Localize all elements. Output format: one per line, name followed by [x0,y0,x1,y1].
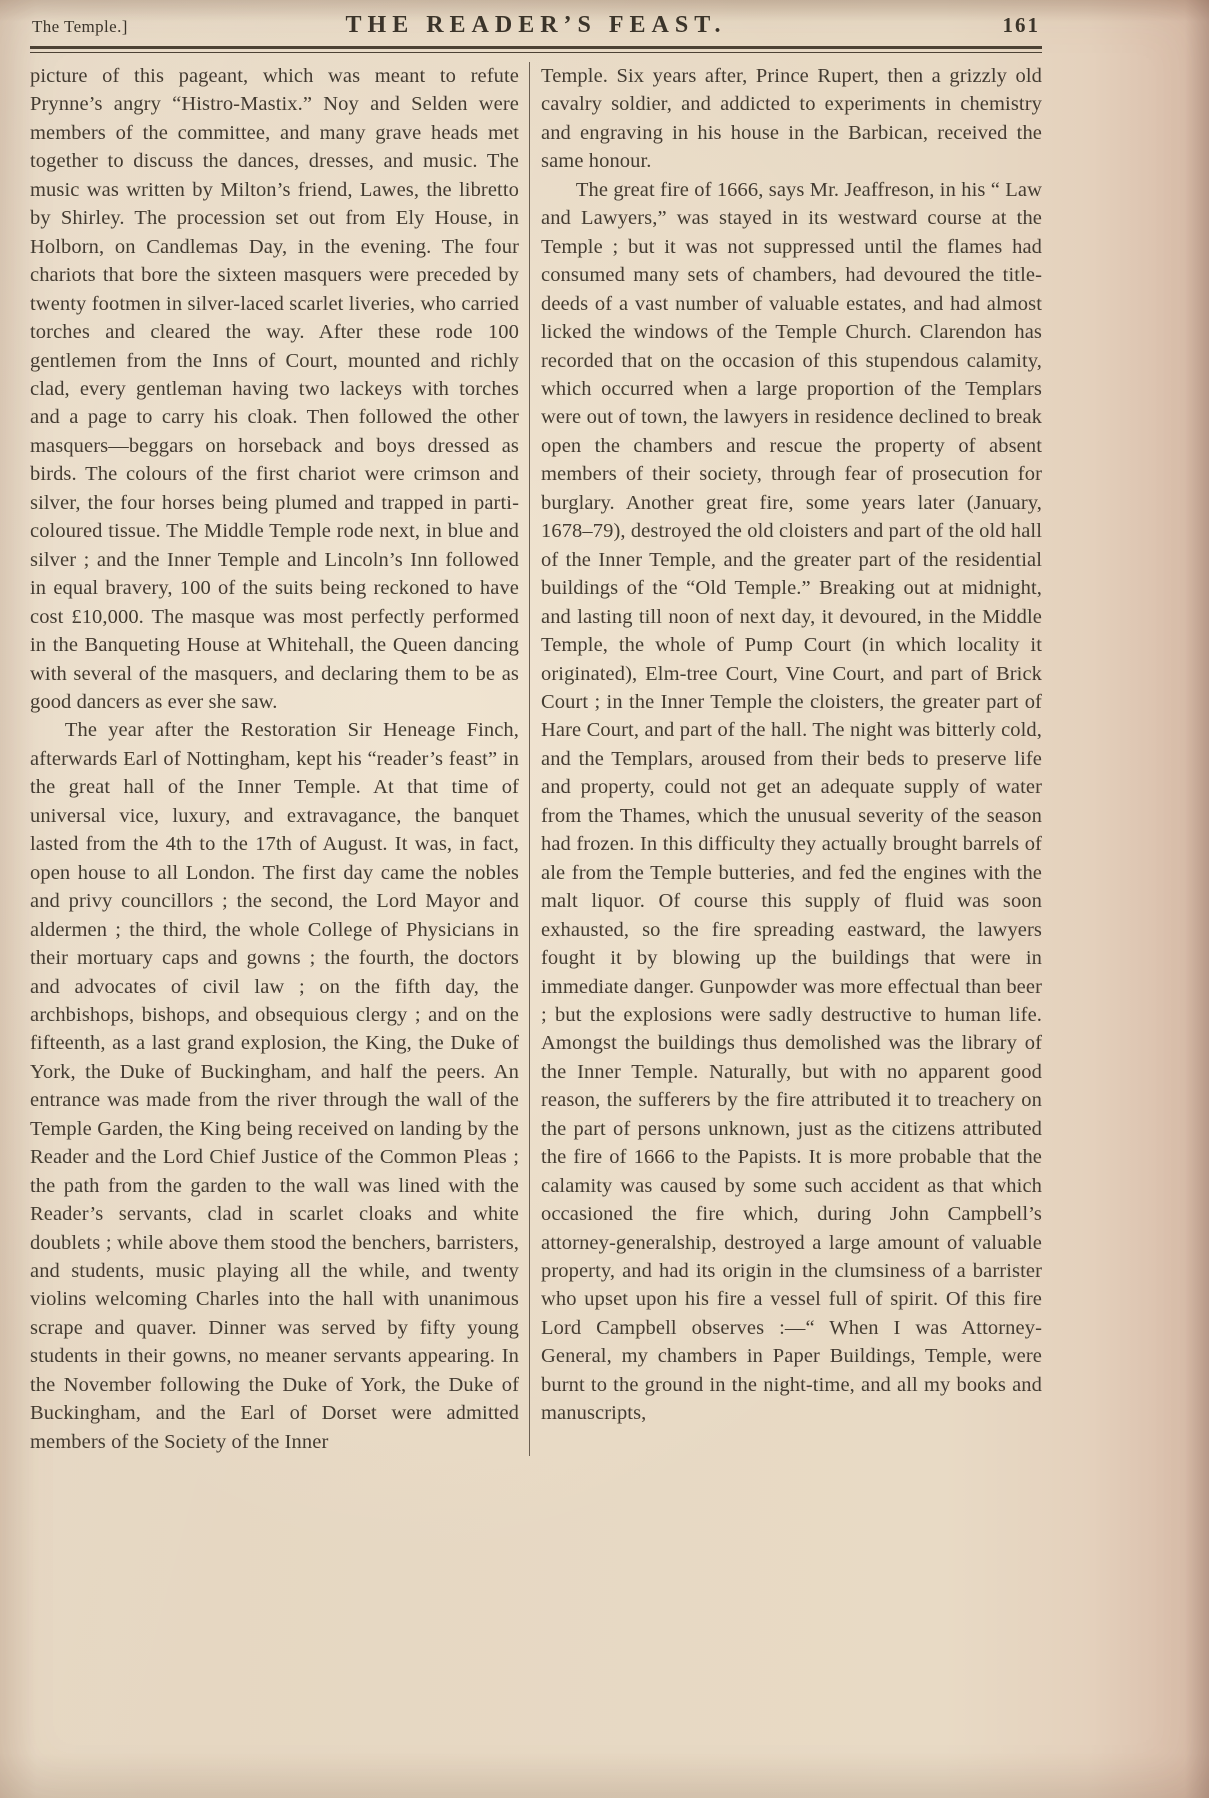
running-title: The Temple.] [32,17,128,36]
header-rule [30,46,1042,53]
page-title: THE READER’S FEAST. [345,12,727,38]
page-number: 161 [1002,13,1040,37]
page-header [30,10,1042,46]
column-divider [529,62,530,1456]
paragraph-continuation: Temple. Six years after, Prince Rupert, then a grizzly old cavalry soldier, and addicted to experiments in chemistry and engraving in his house in the Barbican, received the same honour. [541,65,1042,173]
paragraph: The great fire of 1666, says Mr. Jeaffreson, in his “ Law and Lawyers,” was stayed in its westward course at the Temple ; but it was not suppressed until the flames had consumed many sets of chambers, had devoured the title-deeds of a vast number of valuable estates, and had almost licked the windows of the Temple Church. Clarendon has recorded that on the occasion of this stupendous calamity, which occurred when a large proportion of the Templars were out of town, the lawyers in residence declined to break open the chambers and rescue the property of absent members of their society, through fear of prosecution for burglary. Another great fire, some years later (January, 1678–79), destroyed the old cloisters and part of the old hall of the Inner Temple, and the greater part of the residential buildings of the “Old Temple.” Breaking out at midnight, and lasting till noon of next day, it devoured, in the Middle Temple, the whole of Pump Court (in which locality it originated), Elm-tree Court, Vine Court, and part of Brick Court ; in the Inner Temple the cloisters, the greater part of Hare Court, and part of the hall. The night was bitterly cold, and the Templars, aroused from their beds to preserve life and property, could not get an adequate supply of water from the Thames, which the unusual severity of the season had frozen. In this difficulty they actually brought barrels of ale from the Temple butteries, and fed the engines with the malt liquor. Of course this supply of fluid was soon exhausted, so the fire spreading eastward, the lawyers fought it by blowing up the buildings that were in immediate danger. Gunpowder was more effectual than beer ; but the explosions were sadly destructive to human life. Amongst the buildings thus demolished was the library of the Inner Temple. Naturally, but with no apparent good reason, the sufferers by the fire attributed it to treachery on the part of persons unknown, just as the citizens attributed the fire of 1666 to the Papists. It is more probable that the calamity was caused by some such accident as that which occasioned the fire which, during John Campbell’s attorney-generalship, destroyed a large amount of valuable property, and had its origin in the clumsiness of a barrister who upset upon his fire a vessel full of spirit. Of this fire Lord Campbell observes :—“ When I was Attorney-General, my chambers in Paper Buildings, Temple, were burnt to the ground in the night-time, and all my books and manuscripts, [541,178,1042,1425]
page-content [30,10,1042,1456]
text-columns [30,62,1042,1456]
right-column [541,62,1042,1456]
paragraph: The year after the Restoration Sir Heneage Finch, afterwards Earl of Nottingham, kept his “reader’s feast” in the great hall of the Inner Temple. At that time of universal vice, luxury, and extravagance, the banquet lasted from the 4th to the 17th of August. It was, in fact, open house to all London. The first day came the nobles and privy councillors ; the second, the Lord Mayor and aldermen ; the third, the whole College of Physicians in their mortuary caps and gowns ; the fourth, the doctors and advocates of civil law ; on the fifth day, the archbishops, bishops, and obsequious clergy ; and on the fifteenth, as a last grand explosion, the King, the Duke of York, the Duke of Buckingham, and half the peers. An entrance was made from the river through the wall of the Temple Garden, the King being received on landing by the Reader and the Lord Chief Justice of the Common Pleas ; the path from the garden to the wall was lined with the Reader’s servants, clad in scarlet cloaks and white doublets ; while above them stood the benchers, barristers, and students, music playing all the while, and twenty violins welcoming Charles into the hall with unanimous scrape and quaver. Dinner was served by fifty young students in their gowns, no meaner servants appearing. In the November following the Duke of York, the Duke of Buckingham, and the Earl of Dorset were admitted members of the Society of the Inner [30,719,519,1453]
paragraph-continuation: picture of this pageant, which was meant to refute Prynne’s angry “Histro-Mastix.” Noy and Selden were members of the committee, and many grave heads met together to discuss the dances, dresses, and music. The music was written by Milton’s friend, Lawes, the libretto by Shirley. The procession set out from Ely House, in Holborn, on Candlemas Day, in the evening. The four chariots that bore the sixteen masquers were preceded by twenty footmen in silver-laced scarlet liveries, who carried torches and cleared the way. After these rode 100 gentlemen from the Inns of Court, mounted and richly clad, every gentleman having two lackeys with torches and a page to carry his cloak. Then followed the other masquers—beggars on horseback and boys dressed as birds. The colours of the first chariot were crimson and silver, the four horses being plumed and trapped in parti-coloured tissue. The Middle Temple rode next, in blue and silver ; and the Inner Temple and Lincoln’s Inn followed in equal bravery, 100 of the suits being reckoned to have cost £10,000. The masque was most perfectly performed in the Banqueting House at Whitehall, the Queen dancing with several of the masquers, and declaring them to be as good dancers as ever she saw. [30,65,519,713]
left-column [30,62,519,1456]
